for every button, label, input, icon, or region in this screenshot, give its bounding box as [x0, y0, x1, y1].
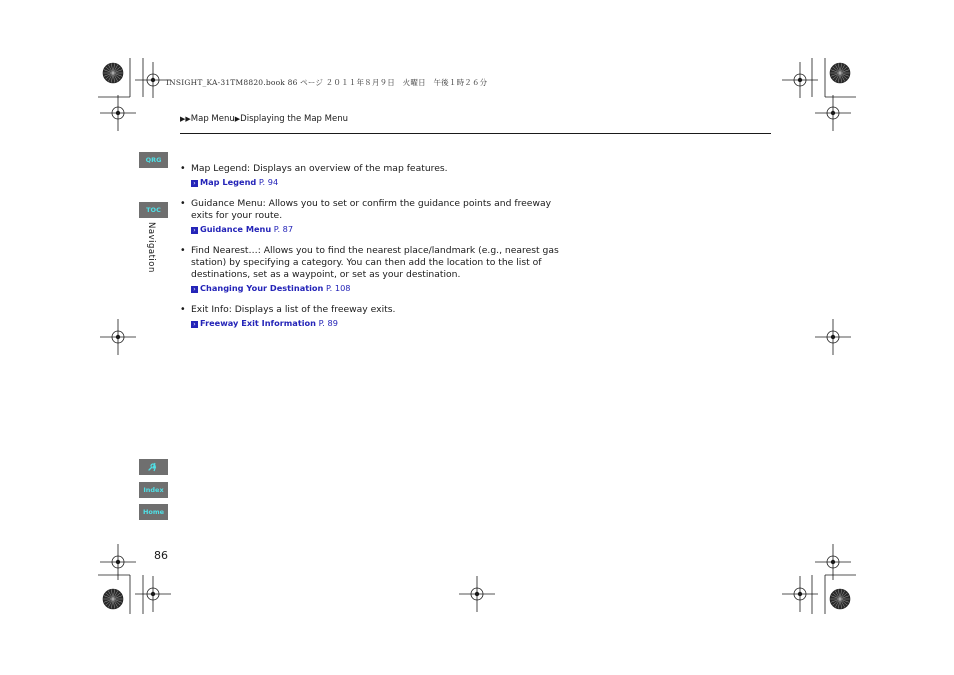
reference-arrow-icon: ›	[191, 286, 198, 293]
menu-item-list	[180, 163, 560, 339]
home-tab[interactable]: Home	[139, 504, 168, 520]
reference-arrow-icon: ›	[191, 227, 198, 234]
header-divider	[180, 133, 771, 134]
section-label-navigation: Navigation	[146, 222, 156, 273]
index-tab[interactable]: Index	[139, 482, 168, 498]
troubleshooting-tab[interactable]	[139, 459, 168, 475]
qrg-tab[interactable]: QRG	[139, 152, 168, 168]
list-item-find-nearest	[180, 245, 560, 294]
wrench-lightning-icon	[139, 459, 168, 475]
ref-link-freeway-exit-info[interactable]: › Freeway Exit Information P. 89	[191, 317, 560, 329]
registration-dot	[831, 111, 835, 115]
item-term: Map Legend:	[191, 163, 251, 174]
reference-arrow-icon: ›	[191, 321, 198, 328]
registration-dot	[116, 111, 120, 115]
ref-link-changing-destination[interactable]: › Changing Your Destination P. 108	[191, 282, 560, 294]
registration-dot	[116, 560, 120, 564]
item-description: Allows you to find the nearest place/landmark (e.g., nearest gas station) by specifying a category. You can then add the location to the list of destinations, set as a waypoint, or set as your destination.	[191, 245, 559, 280]
ref-link-map-legend[interactable]: › Map Legend P. 94	[191, 176, 560, 188]
bullet: •	[180, 245, 186, 256]
ref-link-guidance-menu[interactable]: › Guidance Menu P. 87	[191, 223, 560, 235]
breadcrumb-current-page: Displaying the Map Menu	[240, 114, 348, 124]
item-term: Exit Info	[191, 304, 229, 315]
item-term: Find Nearest…:	[191, 245, 261, 256]
registration-dot	[798, 78, 802, 82]
breadcrumb-separator-icon: ▶	[234, 115, 241, 123]
item-description: : Displays a list of the freeway exits.	[228, 304, 396, 315]
registration-dot	[831, 560, 835, 564]
reference-arrow-icon: ›	[191, 180, 198, 187]
bullet: •	[180, 198, 186, 209]
page-number: 86	[154, 549, 168, 562]
bullet: •	[180, 163, 186, 174]
registration-dot	[475, 592, 479, 596]
registration-dot	[798, 592, 802, 596]
list-item-exit-info	[180, 304, 560, 329]
toc-tab[interactable]: TOC	[139, 202, 168, 218]
registration-dot	[151, 592, 155, 596]
item-description: Allows you to set or confirm the guidance points and freeway exits for your route.	[191, 198, 552, 221]
breadcrumb-map-menu[interactable]: Map Menu	[190, 114, 235, 124]
list-item-guidance-menu	[180, 198, 560, 235]
breadcrumb	[180, 114, 348, 124]
registration-dot	[151, 78, 155, 82]
item-term: Guidance Menu:	[191, 198, 266, 209]
print-header: INSIGHT_KA-31TM8820.book 86 ページ ２０１１年８月９日 火曜日 午後１時２６分	[166, 78, 488, 87]
breadcrumb-marker-icon: ▶▶	[180, 115, 191, 123]
registration-dot	[831, 335, 835, 339]
item-description: Displays an overview of the map features.	[250, 163, 448, 174]
list-item-map-legend	[180, 163, 560, 188]
registration-dot	[116, 335, 120, 339]
bullet: •	[180, 304, 186, 315]
